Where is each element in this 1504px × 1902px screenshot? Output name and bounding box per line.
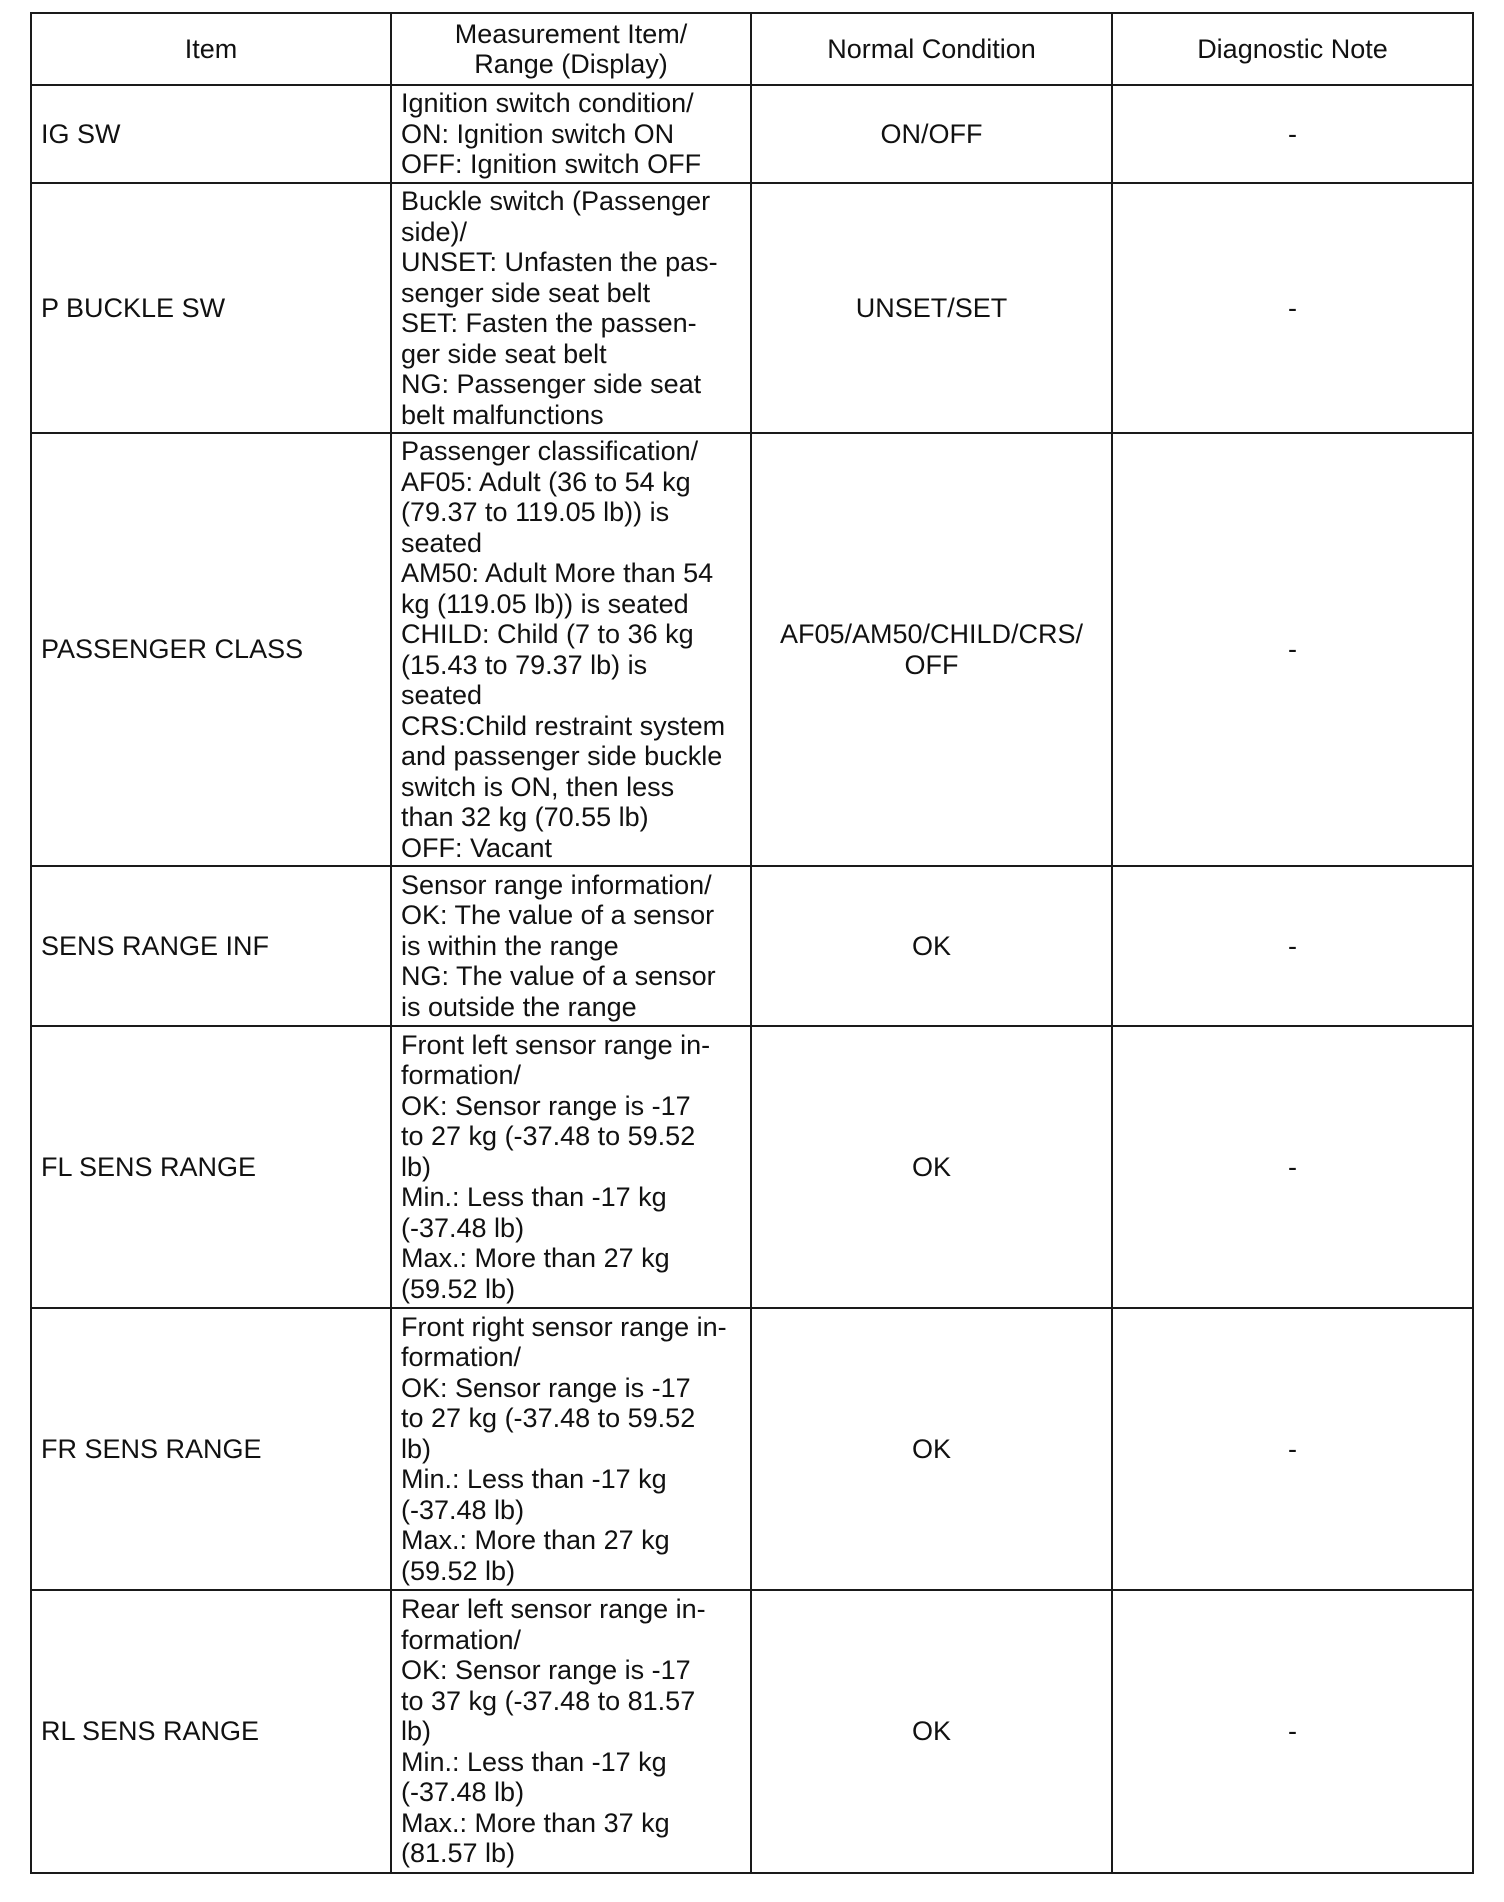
normal-condition-line: OK [911, 930, 951, 961]
measurement-range-cell [391, 183, 751, 433]
diagnostic-note-cell: - [1112, 1026, 1473, 1308]
range-line: (81.57 lb) [401, 1838, 516, 1869]
range-line: Min.: Less than -17 kg [401, 1746, 667, 1777]
diagnostic-note-cell: - [1112, 866, 1473, 1026]
normal-condition-line: ON/OFF [880, 118, 983, 149]
table-row [31, 183, 1473, 433]
range-line: OK: Sensor range is -17 [401, 1090, 691, 1121]
range-line: formation/ [401, 1060, 522, 1091]
range-line: Min.: Less than -17 kg [401, 1464, 667, 1495]
diagnostic-note-cell: - [1112, 85, 1473, 183]
range-line: Max.: More than 27 kg [401, 1525, 670, 1556]
range-line: kg (119.05 lb)) is seated [401, 588, 689, 619]
table-row [31, 433, 1473, 866]
normal-condition-cell [751, 433, 1112, 866]
item-cell: SENS RANGE INF [31, 866, 391, 1026]
range-line: than 32 kg (70.55 lb) [401, 802, 649, 832]
normal-condition-cell [751, 183, 1112, 433]
normal-condition-line: OK [911, 1716, 951, 1747]
diagnostic-data-table [30, 12, 1474, 1874]
header-measurement-line-2: Range (Display) [474, 49, 668, 79]
range-line: (79.37 to 119.05 lb)) is [401, 497, 670, 527]
range-line: senger side seat belt [401, 277, 651, 308]
item-cell: IG SW [31, 85, 391, 183]
table-row [31, 1308, 1473, 1590]
range-line: (-37.48 lb) [401, 1777, 525, 1808]
normal-condition-line: UNSET/SET [855, 292, 1008, 323]
range-line: (59.52 lb) [401, 1273, 516, 1304]
table-header-row [31, 13, 1473, 85]
measurement-range-cell [391, 1590, 751, 1873]
range-line: belt malfunctions [401, 399, 604, 430]
range-line: and passenger side buckle [401, 741, 723, 771]
table-row [31, 1590, 1473, 1873]
range-line: Rear left sensor range in- [401, 1594, 706, 1625]
range-line: Front left sensor range in- [401, 1029, 711, 1060]
range-line: (15.43 to 79.37 lb) is [401, 649, 648, 680]
range-line: (59.52 lb) [401, 1555, 516, 1586]
range-line: to 37 kg (-37.48 to 81.57 [401, 1685, 696, 1716]
range-line: OK: Sensor range is -17 [401, 1372, 691, 1403]
range-line: lb) [401, 1151, 432, 1182]
diagnostic-note-cell: - [1112, 1590, 1473, 1873]
range-line: side)/ [401, 216, 468, 247]
range-line: ON: Ignition switch ON [401, 118, 675, 149]
table-row [31, 866, 1473, 1026]
normal-condition-line: AF05/AM50/CHILD/CRS/ [779, 619, 1084, 649]
range-line: OK: Sensor range is -17 [401, 1655, 691, 1686]
range-line: is outside the range [401, 991, 637, 1022]
range-line: seated [401, 680, 483, 710]
normal-condition-cell [751, 1026, 1112, 1308]
range-line: Passenger classification/ [401, 436, 699, 466]
diagnostic-note-cell: - [1112, 183, 1473, 433]
range-line: lb) [401, 1716, 432, 1747]
range-line: Min.: Less than -17 kg [401, 1182, 667, 1213]
diagnostic-note-cell: - [1112, 433, 1473, 866]
header-measurement-range [391, 13, 751, 85]
measurement-range-cell [391, 85, 751, 183]
range-line: Front right sensor range in- [401, 1311, 727, 1342]
normal-condition-cell [751, 1308, 1112, 1590]
range-line: is within the range [401, 930, 619, 961]
item-cell: PASSENGER CLASS [31, 433, 391, 866]
range-line: AM50: Adult More than 54 [401, 558, 714, 588]
header-diagnostic-note: Diagnostic Note [1112, 13, 1473, 85]
range-line: SET: Fasten the passen- [401, 308, 697, 338]
header-normal-condition: Normal Condition [751, 13, 1112, 85]
range-line: OK: The value of a sensor [401, 900, 715, 931]
range-line: AF05: Adult (36 to 54 kg [401, 466, 691, 497]
range-line: (-37.48 lb) [401, 1212, 525, 1243]
item-cell: FL SENS RANGE [31, 1026, 391, 1308]
header-item: Item [31, 13, 391, 85]
measurement-range-cell [391, 1026, 751, 1308]
range-line: to 27 kg (-37.48 to 59.52 [401, 1403, 696, 1434]
range-line: Sensor range information/ [401, 869, 712, 900]
range-line: (-37.48 lb) [401, 1494, 525, 1525]
range-line: formation/ [401, 1342, 522, 1373]
item-cell: FR SENS RANGE [31, 1308, 391, 1590]
range-line: Buckle switch (Passenger [401, 186, 711, 216]
measurement-range-cell [391, 866, 751, 1026]
table-row [31, 1026, 1473, 1308]
range-line: switch is ON, then less [401, 771, 675, 802]
normal-condition-line: OFF [904, 649, 959, 680]
item-cell: P BUCKLE SW [31, 183, 391, 433]
range-line: CRS:Child restraint system [401, 710, 726, 741]
range-line: NG: The value of a sensor [401, 961, 716, 992]
range-line: NG: Passenger side seat [401, 369, 702, 399]
table-row [31, 85, 1473, 183]
normal-condition-cell [751, 85, 1112, 183]
range-line: Max.: More than 27 kg [401, 1243, 670, 1274]
normal-condition-line: OK [911, 1433, 951, 1464]
range-line: formation/ [401, 1624, 522, 1655]
normal-condition-line: OK [911, 1151, 951, 1182]
measurement-range-cell [391, 1308, 751, 1590]
item-cell: RL SENS RANGE [31, 1590, 391, 1873]
range-line: OFF: Ignition switch OFF [401, 149, 702, 180]
measurement-range-cell [391, 433, 751, 866]
range-line: ger side seat belt [401, 338, 607, 369]
diagnostic-note-cell: - [1112, 1308, 1473, 1590]
range-line: to 27 kg (-37.48 to 59.52 [401, 1121, 696, 1152]
range-line: lb) [401, 1433, 432, 1464]
range-line: UNSET: Unfasten the pas- [401, 247, 718, 277]
range-line: seated [401, 527, 483, 558]
normal-condition-cell [751, 866, 1112, 1026]
range-line: CHILD: Child (7 to 36 kg [401, 619, 694, 649]
header-measurement-line-1: Measurement Item/ [454, 18, 688, 49]
table-body [31, 85, 1473, 1873]
normal-condition-cell [751, 1590, 1112, 1873]
range-line: OFF: Vacant [401, 832, 553, 863]
range-line: Ignition switch condition/ [401, 88, 694, 119]
range-line: Max.: More than 37 kg [401, 1807, 670, 1838]
